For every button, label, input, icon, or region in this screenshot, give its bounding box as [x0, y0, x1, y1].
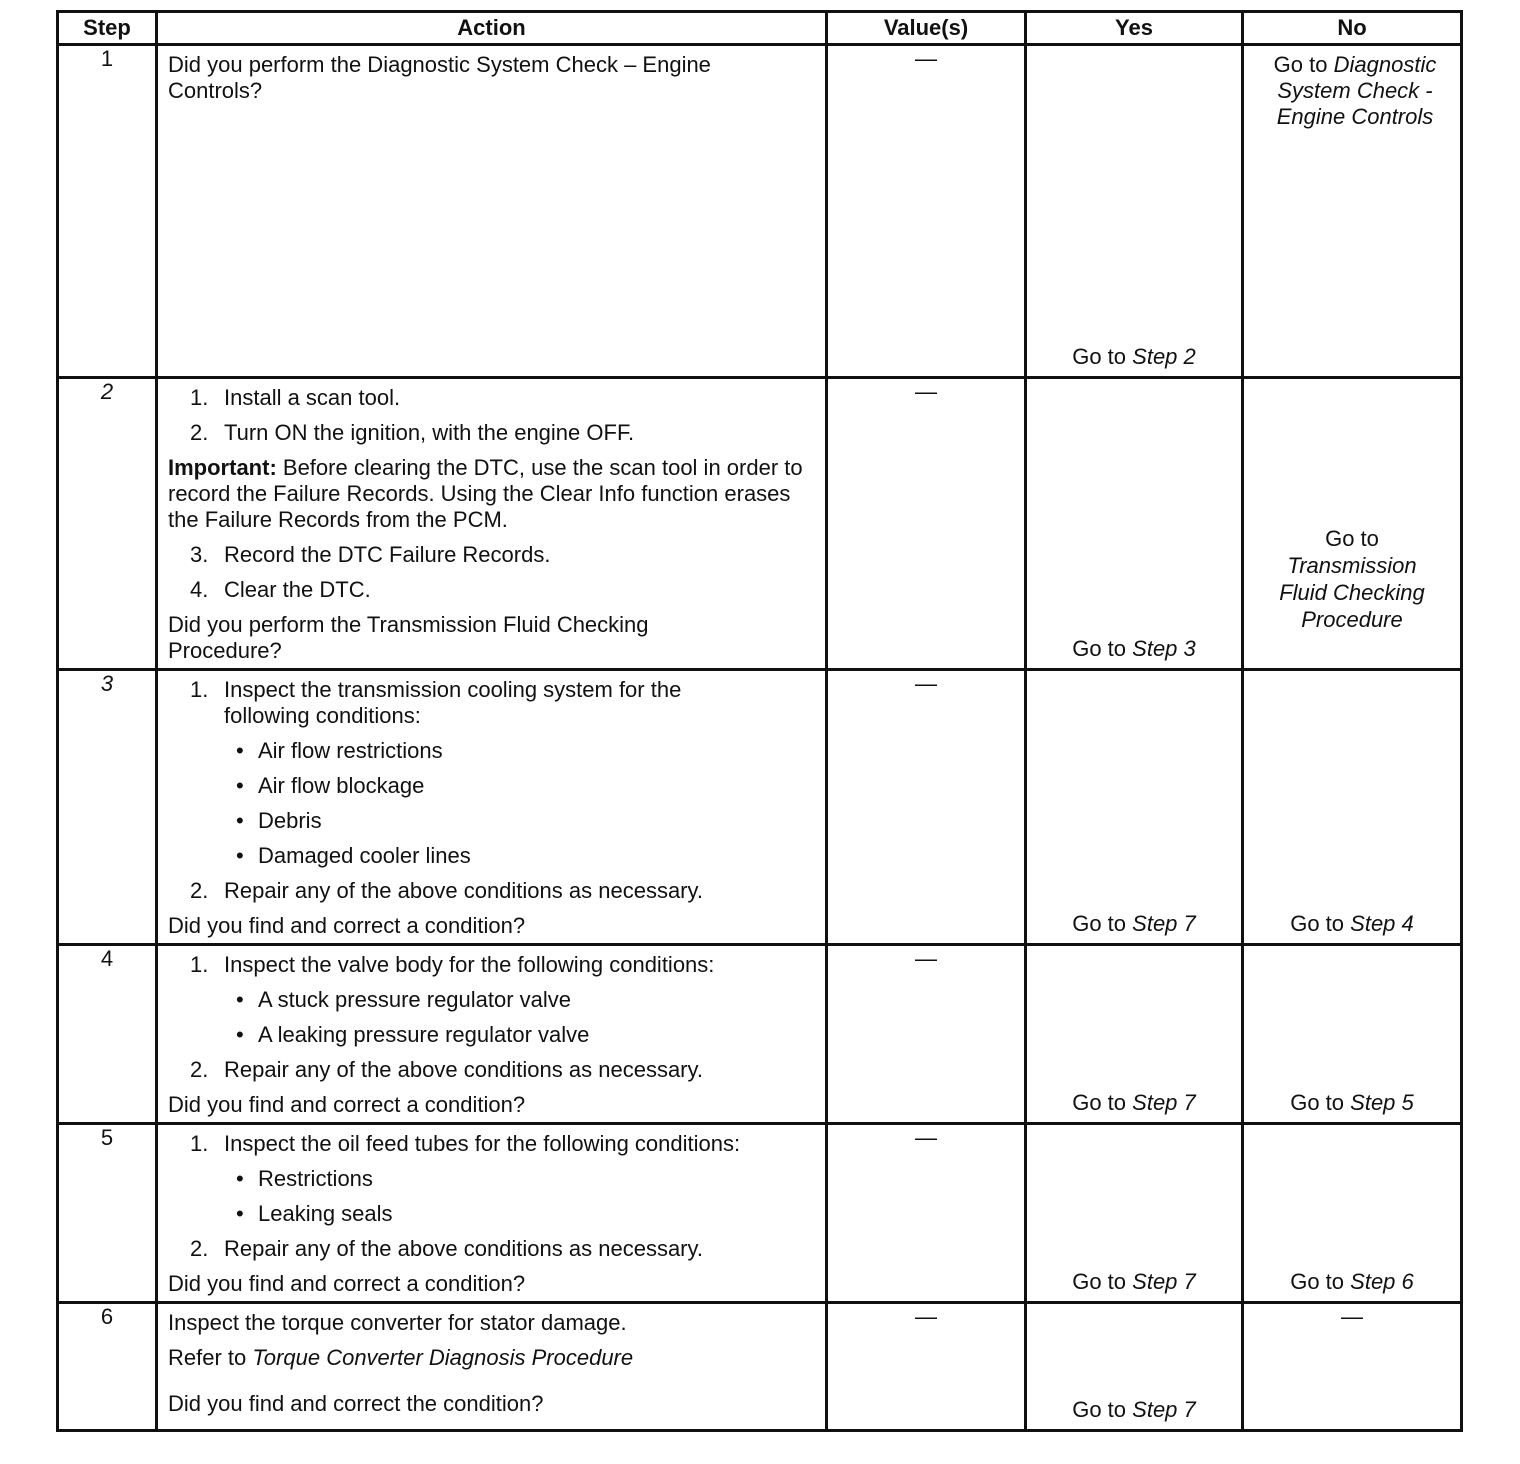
table-row [58, 378, 1462, 670]
action-question: Did you find and correct a condition? [168, 1092, 526, 1117]
action-item: Inspect the oil feed tubes for the following conditions: [224, 1131, 741, 1156]
bullet-item: A leaking pressure regulator valve [258, 1022, 590, 1047]
yes-cell [1026, 1124, 1243, 1303]
header-values: Value(s) [827, 12, 1026, 45]
no-cell [1243, 378, 1462, 670]
action-cell: 1. Inspect the valve body for the following conditions: • A stuck pressure regulator valve • A leaking pressure regulator valve 2. Repair any of the above conditions as necessary. Did you find and correct a condition? [157, 945, 827, 1124]
yes-cell [1026, 1303, 1243, 1431]
yes-cell [1026, 45, 1243, 378]
table-row [58, 1303, 1462, 1431]
value-cell: — [827, 1124, 1026, 1303]
no-cell: — [1243, 1303, 1462, 1431]
no-goto-link[interactable]: Go to Step 6 [1290, 1269, 1414, 1294]
action-item: Repair any of the above conditions as necessary. [224, 1236, 703, 1261]
header-yes: Yes [1026, 12, 1243, 45]
value-cell: — [827, 945, 1026, 1124]
yes-goto-link[interactable]: Go to Step 7 [1072, 1269, 1196, 1294]
value-cell: — [827, 45, 1026, 378]
action-question: Did you perform the Transmission Fluid Checking Procedure? [168, 612, 649, 663]
action-item: Inspect the transmission cooling system for the following conditions: [224, 677, 682, 728]
step-number: 4 [58, 945, 157, 1124]
bullet-item: Damaged cooler lines [258, 843, 471, 868]
no-goto-link[interactable]: Go to Transmission Fluid Checking Procedure [1279, 526, 1425, 632]
action-cell: 1. Inspect the transmission cooling system for the following conditions: • Air flow restrictions • Air flow blockage • Debris • Damaged cooler lines 2. Repair any of the above conditions as necessary. Did you find and correct a condition? [157, 670, 827, 945]
no-goto-link[interactable]: Go to Step 5 [1290, 1090, 1414, 1115]
action-question: Did you find and correct the condition? [168, 1391, 544, 1416]
action-cell: 1. Install a scan tool. 2. Turn ON the ignition, with the engine OFF. Important: Before clearing the DTC, use the scan tool in order to record the Failure Records. Using the Clear Info function erases the Failure Records from the PCM. 3. Record the DTC Failure Records. 4. Clear the DTC. Did you perform the Transmission Fluid Checking Procedure? [157, 378, 827, 670]
action-item: Clear the DTC. [224, 577, 371, 602]
action-item: Inspect the valve body for the following conditions: [224, 952, 715, 977]
no-goto-link[interactable]: Go to Diagnostic System Check - Engine Controls [1273, 52, 1437, 129]
yes-cell [1026, 378, 1243, 670]
refer-text: Refer to Torque Converter Diagnosis Procedure [168, 1345, 634, 1370]
yes-cell [1026, 670, 1243, 945]
bullet-item: Air flow blockage [258, 773, 425, 798]
action-cell: 1. Inspect the oil feed tubes for the following conditions: • Restrictions • Leaking seals 2. Repair any of the above conditions as necessary. Did you find and correct a condition? [157, 1124, 827, 1303]
no-cell [1243, 670, 1462, 945]
step-number: 3 [58, 670, 157, 945]
action-question: Did you find and correct a condition? [168, 1271, 526, 1296]
action-question: Did you find and correct a condition? [168, 913, 526, 938]
bullet-item: Restrictions [258, 1166, 373, 1191]
step-number: 6 [58, 1303, 157, 1431]
yes-cell [1026, 945, 1243, 1124]
value-cell: — [827, 378, 1026, 670]
action-cell [157, 45, 827, 378]
action-text: Inspect the torque converter for stator damage. [168, 1310, 627, 1335]
no-cell [1243, 945, 1462, 1124]
header-step: Step [58, 12, 157, 45]
important-note: Important: Before clearing the DTC, use the scan tool in order to record the Failure Records. Using the Clear Info function erases the Failure Records from the PCM. [168, 455, 803, 532]
action-item: Repair any of the above conditions as necessary. [224, 1057, 703, 1082]
no-cell [1243, 1124, 1462, 1303]
step-number: 5 [58, 1124, 157, 1303]
header-row [58, 12, 1462, 45]
table-row [58, 1124, 1462, 1303]
action-item: Install a scan tool. [224, 385, 401, 410]
header-no: No [1243, 12, 1462, 45]
action-cell [157, 1303, 827, 1431]
yes-goto-link[interactable]: Go to Step 7 [1072, 1090, 1196, 1115]
table-row [58, 945, 1462, 1124]
table-row [58, 670, 1462, 945]
refer-link[interactable]: Torque Converter Diagnosis Procedure [252, 1345, 634, 1370]
action-text: Did you perform the Diagnostic System Check – Engine Controls? [168, 52, 711, 103]
step-number: 1 [58, 45, 157, 378]
action-item: Repair any of the above conditions as necessary. [224, 878, 703, 903]
step-number: 2 [58, 378, 157, 670]
bullet-item: A stuck pressure regulator valve [258, 987, 572, 1012]
yes-goto-link[interactable]: Go to Step 3 [1072, 636, 1196, 661]
value-cell: — [827, 1303, 1026, 1431]
yes-goto-link[interactable]: Go to Step 7 [1072, 1397, 1196, 1422]
action-item: Turn ON the ignition, with the engine OFF. [224, 420, 635, 445]
yes-goto-link[interactable]: Go to Step 2 [1072, 344, 1196, 369]
table-row [58, 45, 1462, 378]
value-cell: — [827, 670, 1026, 945]
action-item: Record the DTC Failure Records. [224, 542, 551, 567]
no-cell [1243, 45, 1462, 378]
bullet-item: Air flow restrictions [258, 738, 443, 763]
bullet-item: Debris [258, 808, 322, 833]
bullet-item: Leaking seals [258, 1201, 393, 1226]
diagnostic-table [56, 10, 1463, 1432]
yes-goto-link[interactable]: Go to Step 7 [1072, 911, 1196, 936]
no-goto-link[interactable]: Go to Step 4 [1290, 911, 1414, 936]
header-action: Action [157, 12, 827, 45]
